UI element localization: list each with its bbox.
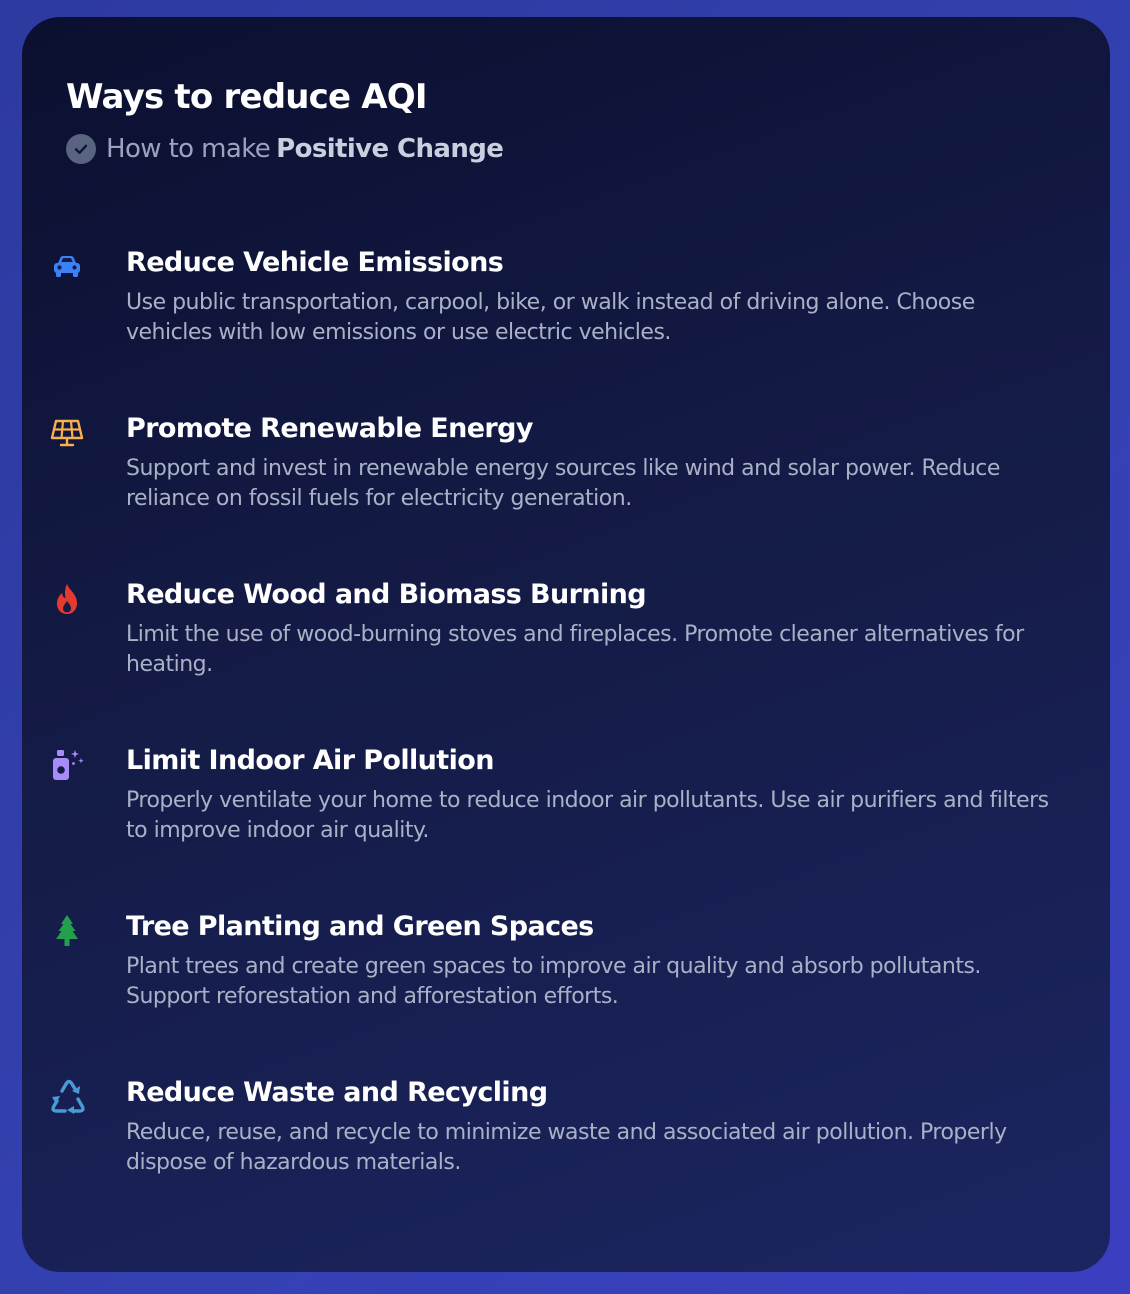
tip-title: Limit Indoor Air Pollution <box>126 745 494 776</box>
tip-title: Reduce Wood and Biomass Burning <box>126 579 647 610</box>
tip-description: Properly ventilate your home to reduce indoor air pollutants. Use air purifiers and filters to improve indoor air quality. <box>126 788 1049 843</box>
recycle-icon <box>48 1076 90 1118</box>
car-icon <box>46 246 88 288</box>
subtitle-emphasis: Positive Change <box>276 134 504 164</box>
check-circle-icon <box>66 134 96 164</box>
aqi-tips-card <box>22 17 1110 1272</box>
tip-title: Reduce Waste and Recycling <box>126 1077 548 1108</box>
tip-description: Use public transportation, carpool, bike, or walk instead of driving alone. Choose vehicles with low emissions or use electric vehicles. <box>126 290 975 345</box>
card-subtitle <box>66 132 503 166</box>
tip-title: Reduce Vehicle Emissions <box>126 247 504 278</box>
tip-title: Promote Renewable Energy <box>126 413 533 444</box>
tree-icon <box>46 910 88 952</box>
fire-icon <box>46 578 88 620</box>
card-title: Ways to reduce AQI <box>66 77 427 117</box>
tip-description: Limit the use of wood-burning stoves and fireplaces. Promote cleaner alternatives for heating. <box>126 622 1024 677</box>
tip-description: Support and invest in renewable energy sources like wind and solar power. Reduce reliance on fossil fuels for electricity generation. <box>126 456 1000 511</box>
solar-panel-icon <box>46 412 88 454</box>
tip-description: Plant trees and create green spaces to improve air quality and absorb pollutants. Support reforestation and afforestation efforts. <box>126 954 981 1009</box>
air-freshener-spray-icon <box>46 744 88 786</box>
tip-title: Tree Planting and Green Spaces <box>126 911 594 942</box>
tip-description: Reduce, reuse, and recycle to minimize waste and associated air pollution. Properly dispose of hazardous materials. <box>126 1120 1007 1175</box>
subtitle-prefix: How to make <box>106 134 271 164</box>
